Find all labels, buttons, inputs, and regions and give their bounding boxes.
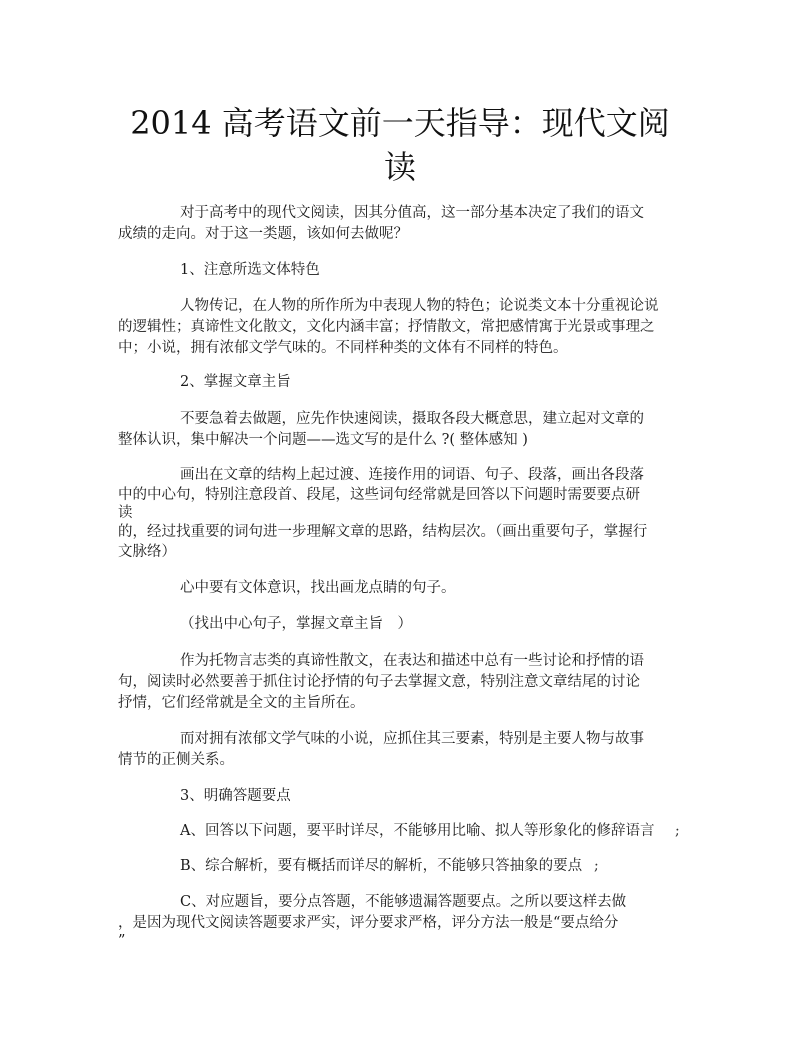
paragraph-3-line-5: 文脉络） bbox=[118, 544, 176, 560]
item-c-line-2: ，是因为现代文阅读答题要求严实，评分要求严格，评分方法一般是“要点给分 bbox=[118, 915, 619, 931]
paragraph-3-line-4: 的，经过找重要的词句进一步理解文章的思路，结构层次。（画出重要句子，掌握行 bbox=[118, 524, 648, 540]
intro-line-2: 成绩的走向。对于这一类题，该如何去做呢？ bbox=[118, 226, 408, 242]
paragraph-1-line-2: 的逻辑性；真谛性文化散文，文化内涵丰富；抒情散文，常把感情寓于光景或事理之 bbox=[118, 319, 655, 335]
paragraph-1-line-3: 中；小说，拥有浓郁文学气味的。不同样种类的文体有不同样的特色。 bbox=[118, 340, 568, 356]
paragraph-3-line-2: 中的中心句，特别注意段首、段尾，这些词句经常就是回答以下问题时需要要点研 bbox=[118, 487, 640, 503]
section-heading-1: 1、注意所选文体特色 bbox=[180, 262, 320, 278]
section-heading-2: 2、掌握文章主旨 bbox=[180, 374, 291, 390]
paragraph-7-line-1: 而对拥有浓郁文学气味的小说，应抓住其三要素，特别是主要人物与故事 bbox=[180, 731, 644, 747]
paragraph-1-line-1: 人物传记，在人物的所作所为中表现人物的特色；论说类文本十分重视论说 bbox=[180, 298, 659, 314]
paragraph-7-line-2: 情节的正侧关系。 bbox=[118, 752, 234, 768]
paragraph-6-line-1: 作为托物言志类的真谛性散文，在表达和描述中总有一些讨论和抒情的语 bbox=[180, 653, 644, 669]
paragraph-2-line-2: 整体认识，集中解决一个问题——选文写的是什么 ?( 整体感知 ) bbox=[118, 432, 528, 448]
item-b-mark: ; bbox=[594, 858, 599, 874]
paragraph-6-line-3: 抒情，它们经常就是全文的主旨所在。 bbox=[118, 695, 365, 711]
paragraph-3-line-1: 画出在文章的结构上起过渡、连接作用的词语、句子、段落，画出各段落 bbox=[180, 467, 644, 483]
item-a: A、回答以下问题，要平时详尽，不能够用比喻、拟人等形象化的修辞语言 bbox=[180, 823, 655, 839]
section-heading-3: 3、明确答题要点 bbox=[180, 788, 291, 804]
document-title-line-1: 2014 高考语文前一天指导：现代文阅 bbox=[130, 104, 670, 142]
item-b: B、综合解析，要有概括而详尽的解析，不能够只答抽象的要点 bbox=[180, 858, 583, 874]
item-a-mark: ; bbox=[675, 823, 680, 839]
paragraph-2-line-1: 不要急着去做题，应先作快速阅读，摄取各段大概意思，建立起对文章的 bbox=[180, 411, 644, 427]
paragraph-4: 心中要有文体意识，找出画龙点睛的句子。 bbox=[180, 580, 456, 596]
item-c-line-1: C、对应题旨，要分点答题，不能够遗漏答题要点。之所以要这样去做 bbox=[180, 894, 627, 910]
paragraph-6-line-2: 句，阅读时必然要善于抓住讨论抒情的句子去掌握文意，特别注意文章结尾的讨论 bbox=[118, 674, 640, 690]
paragraph-3-line-3: 读 bbox=[118, 505, 133, 521]
intro-line-1: 对于高考中的现代文阅读，因其分值高，这一部分基本决定了我们的语文 bbox=[180, 205, 644, 221]
document-title-line-2: 读 bbox=[383, 148, 416, 186]
paragraph-5: （找出中心句子，掌握文章主旨 ） bbox=[180, 616, 412, 632]
item-c-line-3: ” bbox=[118, 933, 126, 949]
